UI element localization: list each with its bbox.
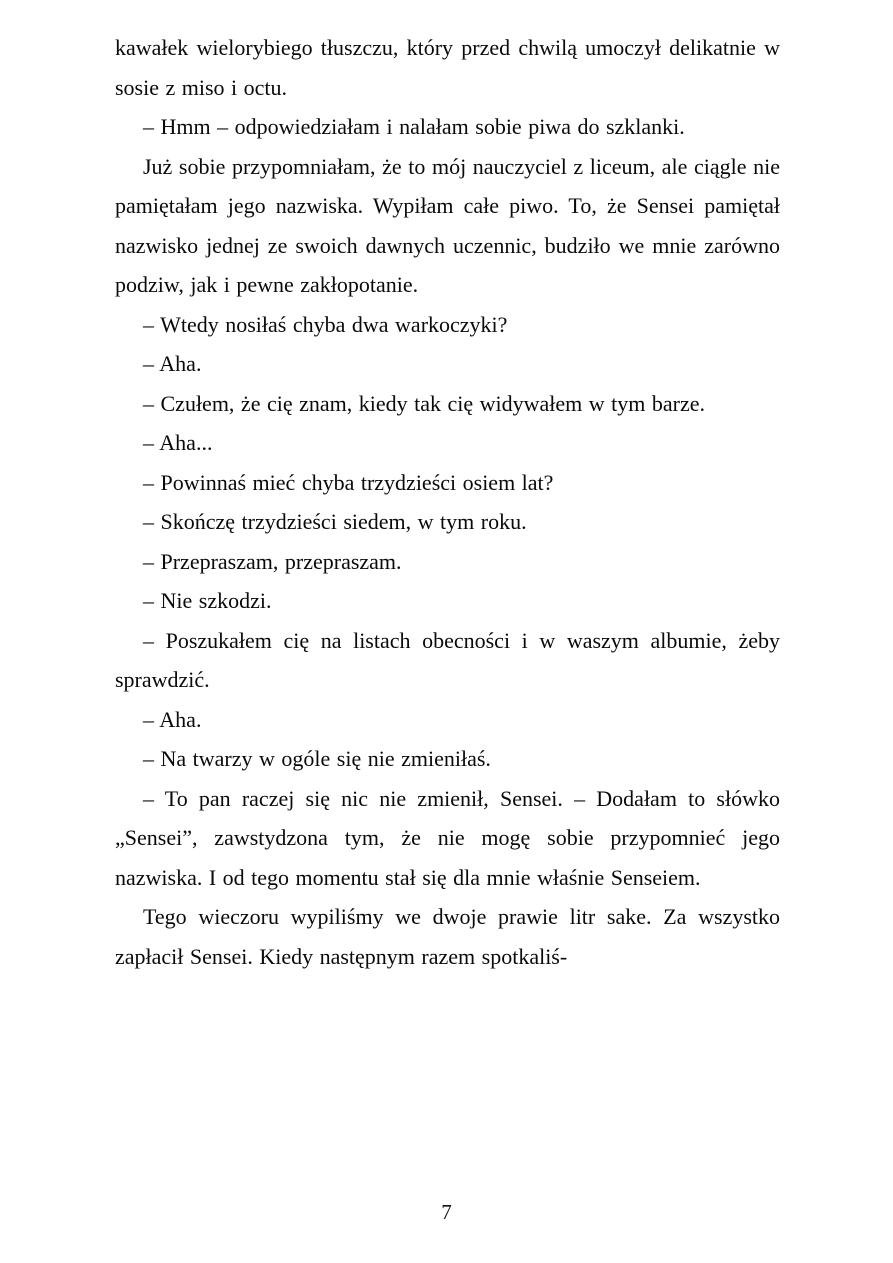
paragraph-dialogue: – Na twarzy w ogóle się nie zmieniłaś. xyxy=(143,746,491,771)
paragraph: kawałek wielorybiego tłuszczu, który przed chwilą umoczył delikatnie w sosie z miso i octu. xyxy=(115,35,780,100)
paragraph-dialogue: – Aha... xyxy=(143,430,213,455)
paragraph-dialogue: – Poszukałem cię na listach obecności i w waszym albumie, żeby sprawdzić. xyxy=(115,627,780,692)
paragraph-dialogue: – Skończę trzydzieści siedem, w tym roku. xyxy=(143,509,527,534)
paragraph-dialogue: – Aha. xyxy=(143,351,202,376)
paragraph-dialogue: – Hmm – odpowiedziałam i nalałam sobie piwa do szklanki. xyxy=(143,114,685,139)
paragraph: Tego wieczoru wypiliśmy we dwoje prawie litr sake. Za wszystko zapłacił Sensei. Kiedy następnym razem spotkaliś- xyxy=(115,904,780,969)
paragraph-dialogue: – Powinnaś mieć chyba trzydzieści osiem lat? xyxy=(143,469,554,495)
text-block xyxy=(115,28,780,976)
paragraph-dialogue: – Wtedy nosiłaś chyba dwa warkoczyki? xyxy=(143,311,508,337)
paragraph-dialogue: – Aha. xyxy=(143,706,202,732)
paragraph-dialogue: – To pan raczej się nic nie zmienił, Sensei. – Dodałam to słówko „Sensei”, zawstydzona tym, że nie mogę sobie przypomnieć jego nazwiska. I od tego momentu stał się dla mnie właśnie Senseiem. xyxy=(115,785,780,890)
page-number: 7 xyxy=(441,1200,452,1224)
paragraph-dialogue: – Czułem, że cię znam, kiedy tak cię widywałem w tym barze. xyxy=(143,390,706,416)
paragraph: Już sobie przypomniałam, że to mój nauczyciel z liceum, ale ciągle nie pamiętałam jego nazwiska. Wypiłam całe piwo. To, że Sensei pamiętał nazwisko jednej ze swoich dawnych uczennic, budziło we mnie zarówno podziw, jak i pewne zakłopotanie. xyxy=(115,153,780,297)
paragraph-dialogue: – Przepraszam, przepraszam. xyxy=(143,548,402,574)
paragraph-dialogue: – Nie szkodzi. xyxy=(143,588,272,613)
